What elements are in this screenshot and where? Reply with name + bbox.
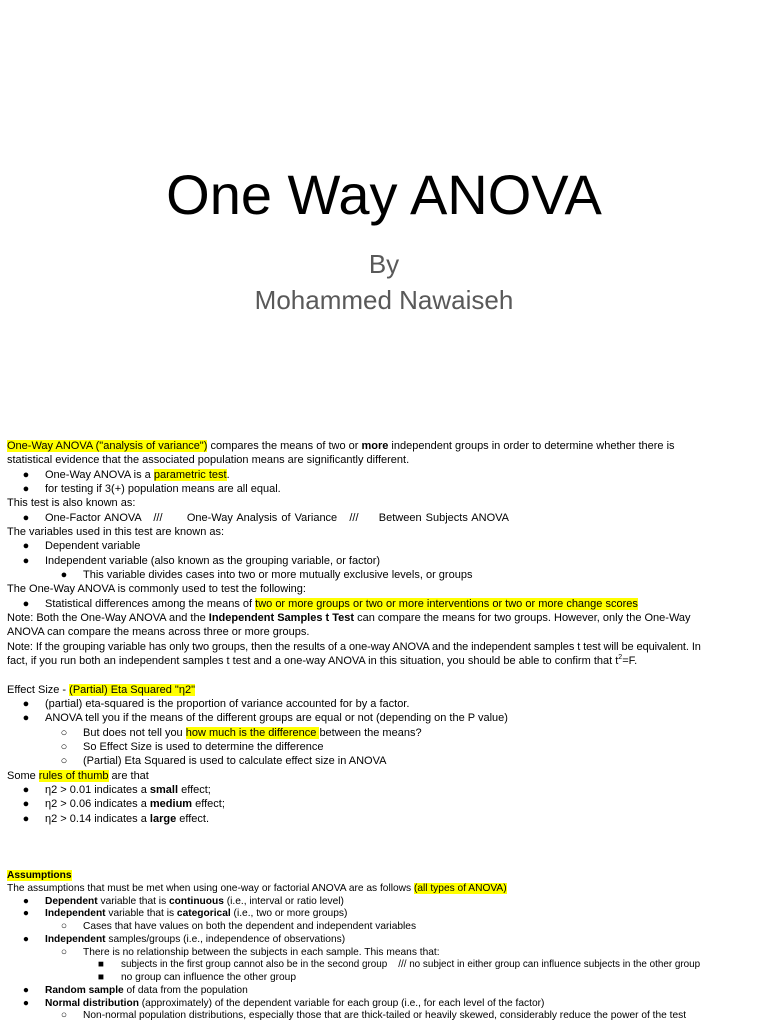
variables-heading: The variables used in this test are known as:	[7, 526, 225, 539]
definition-line: One-Way ANOVA ("analysis of variance") compares the means of two or more independent groups in order to determine whether there is	[7, 440, 675, 452]
list-item: ● η2 > 0.06 indicates a medium effect;	[22, 798, 225, 811]
list-item: ○ Cases that have values on both the dependent and independent variables	[60, 921, 417, 932]
circle-bullet-icon: ○	[60, 921, 68, 932]
note-line-2: fact, if you run both an independent samples t test and a one-way ANOVA in this situation, you should be able to confirm that $t^2=F$.	[7, 654, 638, 668]
list-item: ○ So Effect Size is used to determine the difference	[60, 740, 324, 753]
bullet-icon: ●	[22, 997, 30, 1009]
note-line-2: ANOVA can compare the means across three or more groups.	[7, 626, 310, 639]
bullet-icon: ●	[22, 798, 30, 811]
bullet-icon: ●	[22, 468, 30, 481]
assumptions-intro: The assumptions that must be met when using one-way or factorial ANOVA are as follows (all types of ANOVA)	[7, 882, 507, 894]
list-item: ● Statistical differences among the means of two or more groups or two or more interventions or two or more change scores	[22, 597, 638, 610]
assumptions-section	[7, 870, 765, 1023]
list-item: ○ Non-normal population distributions, especially those that are thick-tailed or heavily skewed, considerably reduce the power of the test	[60, 1010, 687, 1022]
bullet-icon: ●	[60, 569, 68, 582]
bullet-icon: ●	[22, 540, 30, 553]
bullet-icon: ●	[22, 597, 30, 610]
list-item: ● Independent variable that is categorical (i.e., two or more groups)	[22, 908, 348, 920]
list-item: ● Normal distribution (approximately) of the dependent variable for each group (i.e., for each level of the factor)	[22, 997, 545, 1009]
list-item: ● for testing if 3(+) population means are all equal.	[22, 483, 281, 496]
bullet-icon: ●	[22, 783, 30, 796]
list-item: ○ There is no relationship between the subjects in each sample. This means that:	[60, 946, 440, 958]
list-item: ○ (Partial) Eta Squared is used to calculate effect size in ANOVA	[60, 755, 387, 768]
bullet-icon: ●	[22, 812, 30, 825]
list-item: ● One-Way ANOVA is a parametric test.	[22, 468, 230, 481]
list-item: ● Independent variable (also known as the grouping variable, or factor)	[22, 554, 381, 567]
list-item: ● (partial) eta-squared is the proportion of variance accounted for by a factor.	[22, 697, 410, 710]
effect-size-heading: Effect Size - (Partial) Eta Squared "η2"	[7, 683, 195, 696]
square-bullet-icon: ■	[98, 959, 104, 971]
definition-line-2: statistical evidence that the associated population means are significantly different.	[7, 454, 410, 467]
highlight-term: One-Way ANOVA ("analysis of variance")	[7, 440, 208, 452]
bullet-icon: ●	[22, 933, 30, 945]
list-item: ● η2 > 0.01 indicates a small effect;	[22, 783, 211, 796]
bullet-icon: ●	[22, 984, 30, 996]
list-item: ● Dependent variable that is continuous (i.e., interval or ratio level)	[22, 895, 344, 907]
list-item: ● η2 > 0.14 indicates a large effect.	[22, 812, 210, 825]
bullet-icon: ●	[22, 908, 30, 920]
bullet-icon: ●	[22, 697, 30, 710]
bullet-icon: ●	[22, 511, 30, 524]
list-item: ● One-Factor ANOVA /// One-Way Analysis of Variance /// Between Subjects ANOVA	[22, 511, 509, 524]
list-item: ○ But does not tell you how much is the difference between the means?	[60, 726, 422, 739]
note-line: Note: If the grouping variable has only two groups, then the results of a one-way ANOVA and the independent samples t test will be equivalent. In	[7, 640, 701, 653]
list-item: ● ANOVA tell you if the means of the different groups are equal or not (depending on the P value)	[22, 712, 508, 725]
bullet-icon: ●	[22, 895, 30, 907]
aka-heading: This test is also known as:	[7, 497, 136, 510]
square-bullet-icon: ■	[97, 972, 105, 983]
circle-bullet-icon: ○	[60, 1010, 68, 1022]
circle-bullet-icon: ○	[60, 946, 68, 958]
rules-heading: Some rules of thumb are that	[7, 769, 149, 782]
common-heading: The One-Way ANOVA is commonly used to test the following:	[7, 583, 306, 596]
circle-bullet-icon: ○	[60, 755, 68, 768]
list-item: ● Dependent variable	[22, 540, 141, 553]
intro-section	[7, 439, 765, 826]
bullet-icon: ●	[22, 712, 30, 725]
list-item: ● Random sample of data from the population	[22, 984, 248, 996]
circle-bullet-icon: ○	[60, 726, 68, 739]
note-line: Note: Both the One-Way ANOVA and the Independent Samples t Test can compare the means for two groups. However, only the One-Way	[7, 612, 691, 625]
list-item: ● Independent samples/groups (i.e., independence of observations)	[22, 933, 346, 945]
author-name: Mohammed Nawaiseh	[254, 285, 514, 315]
list-item: ● This variable divides cases into two or more mutually exclusive levels, or groups	[60, 569, 473, 582]
list-item: ■ subjects in the first group cannot also be in the second group /// no subject in either group can influence subjects in the other group	[7, 959, 765, 972]
byline-label: By	[368, 249, 400, 279]
document-title: One Way ANOVA	[166, 163, 602, 226]
assumptions-heading: Assumptions	[7, 870, 72, 881]
circle-bullet-icon: ○	[60, 740, 68, 753]
list-item: ■ no group can influence the other group	[97, 972, 297, 983]
bullet-icon: ●	[22, 483, 30, 496]
bullet-icon: ●	[22, 554, 30, 567]
